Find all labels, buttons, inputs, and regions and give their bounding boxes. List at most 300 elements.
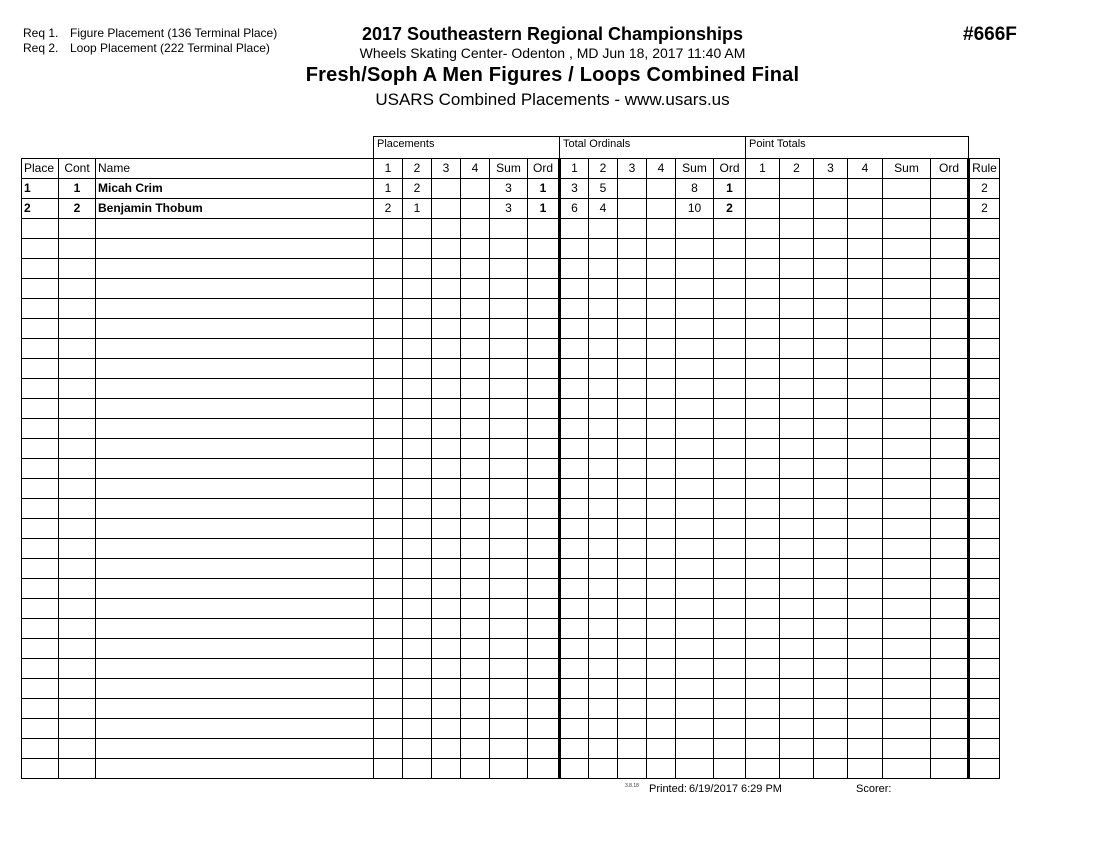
subtitle: USARS Combined Placements - www.usars.us [375,90,730,109]
cell-p4 [461,339,490,359]
cell-name: Benjamin Thobum [96,199,374,219]
cell-tord [714,519,746,539]
empty-row [22,259,1000,279]
cell-psum [490,319,528,339]
cell-q2 [780,399,814,419]
cell-p3 [432,179,461,199]
cell-p1 [374,559,403,579]
cell-pord [528,699,560,719]
empty-row [22,239,1000,259]
cell-psum [490,239,528,259]
cell-qord [931,659,969,679]
cell-t2 [589,279,618,299]
cell-t1 [560,719,589,739]
cell-t3 [618,679,647,699]
cell-pord [528,399,560,419]
cell-q1 [746,699,780,719]
cell-t3 [618,699,647,719]
cell-tord [714,239,746,259]
cell-t4 [647,499,676,519]
cell-t1 [560,539,589,559]
cell-q4 [848,719,883,739]
cell-t1 [560,519,589,539]
cell-rule [969,319,1000,339]
cell-pord [528,679,560,699]
cell-tord [714,319,746,339]
cell-t1 [560,659,589,679]
cell-t3 [618,759,647,779]
cell-name [96,399,374,419]
cell-cont [59,759,96,779]
cell-cont [59,359,96,379]
cell-cont [59,399,96,419]
column-header-row [22,159,1000,179]
cell-name [96,259,374,279]
cell-q3 [814,259,848,279]
cell-tord [714,619,746,639]
cell-t2 [589,239,618,259]
cell-cont [59,679,96,699]
cell-place [22,459,59,479]
cell-qord [931,359,969,379]
cell-qord [931,539,969,559]
cell-qsum [883,219,931,239]
cell-p2 [403,559,432,579]
event-code: #666F [963,24,1017,45]
cell-p4 [461,239,490,259]
cell-psum [490,699,528,719]
cell-qord [931,219,969,239]
cell-p1 [374,599,403,619]
cell-q4 [848,179,883,199]
cell-psum [490,219,528,239]
cell-cont [59,579,96,599]
cell-qord [931,439,969,459]
cell-cont [59,619,96,639]
cell-q2 [780,679,814,699]
cell-t1 [560,359,589,379]
cell-qsum [883,679,931,699]
cell-p4 [461,279,490,299]
cell-psum [490,659,528,679]
cell-tsum [676,459,714,479]
column-header: 2 [589,159,618,179]
cell-t1 [560,279,589,299]
cell-q4 [848,299,883,319]
column-header: 3 [432,159,461,179]
cell-cont [59,459,96,479]
cell-name [96,739,374,759]
cell-place [22,619,59,639]
cell-q2 [780,719,814,739]
column-header: Place [22,159,59,179]
cell-tord [714,419,746,439]
cell-q3 [814,279,848,299]
empty-row [22,419,1000,439]
cell-q4 [848,579,883,599]
cell-p3 [432,339,461,359]
cell-q4 [848,759,883,779]
cell-tord [714,479,746,499]
cell-tord [714,639,746,659]
cell-rule [969,519,1000,539]
cell-rule [969,259,1000,279]
cell-q2 [780,219,814,239]
cell-q2 [780,619,814,639]
cell-t1 [560,559,589,579]
cell-q3 [814,659,848,679]
column-header: 1 [560,159,589,179]
cell-place [22,559,59,579]
cell-t1 [560,439,589,459]
cell-pord: 1 [528,179,560,199]
cell-q3 [814,759,848,779]
cell-qsum [883,359,931,379]
empty-row [22,559,1000,579]
cell-t2 [589,659,618,679]
cell-t1 [560,319,589,339]
cell-t2 [589,579,618,599]
cell-t2 [589,339,618,359]
cell-qord [931,459,969,479]
cell-cont [59,539,96,559]
cell-t3 [618,259,647,279]
cell-q3 [814,379,848,399]
empty-row [22,579,1000,599]
cell-pord [528,319,560,339]
cell-psum [490,279,528,299]
cell-p1 [374,239,403,259]
cell-q4 [848,419,883,439]
cell-q2 [780,739,814,759]
cell-pord [528,379,560,399]
cell-qsum [883,559,931,579]
cell-place [22,719,59,739]
cell-name [96,319,374,339]
cell-t1 [560,599,589,619]
cell-p2 [403,699,432,719]
cell-tsum [676,239,714,259]
cell-psum [490,759,528,779]
cell-q1 [746,579,780,599]
cell-rule [969,699,1000,719]
cell-tord [714,299,746,319]
cell-t3 [618,599,647,619]
cell-rule [969,599,1000,619]
cell-q3 [814,719,848,739]
empty-row [22,339,1000,359]
cell-tord [714,339,746,359]
group-placements: Placements [374,137,560,159]
cell-t1 [560,679,589,699]
cell-t4 [647,219,676,239]
cell-p2 [403,659,432,679]
cell-qord [931,759,969,779]
cell-rule [969,679,1000,699]
column-header: 2 [403,159,432,179]
cell-p3 [432,519,461,539]
cell-p1: 1 [374,179,403,199]
cell-t3 [618,239,647,259]
empty-row [22,719,1000,739]
cell-psum [490,479,528,499]
cell-tord [714,579,746,599]
cell-tsum [676,759,714,779]
cell-q1 [746,619,780,639]
cell-q3 [814,559,848,579]
cell-q4 [848,539,883,559]
cell-p2 [403,719,432,739]
cell-q1 [746,399,780,419]
empty-row [22,499,1000,519]
cell-psum [490,719,528,739]
cell-t2: 5 [589,179,618,199]
cell-q3 [814,219,848,239]
cell-q2 [780,499,814,519]
cell-t1 [560,479,589,499]
cell-tsum: 8 [676,179,714,199]
cell-cont [59,259,96,279]
cell-tord [714,559,746,579]
cell-t2 [589,219,618,239]
cell-cont [59,559,96,579]
cell-place [22,539,59,559]
cell-psum [490,619,528,639]
column-header: Name [96,159,374,179]
cell-place [22,359,59,379]
cell-tsum [676,219,714,239]
cell-q2 [780,319,814,339]
cell-tsum [676,739,714,759]
cell-pord [528,499,560,519]
cell-psum [490,539,528,559]
cell-t2 [589,719,618,739]
event-title: Fresh/Soph A Men Figures / Loops Combined Final [305,64,800,86]
cell-cont [59,299,96,319]
cell-p2 [403,439,432,459]
cell-qord [931,279,969,299]
cell-p3 [432,719,461,739]
cell-tord [714,399,746,419]
cell-t4 [647,379,676,399]
cell-t3 [618,479,647,499]
cell-tsum [676,479,714,499]
cell-tsum [676,259,714,279]
cell-p1 [374,759,403,779]
cell-p3 [432,499,461,519]
cell-q1 [746,679,780,699]
cell-place [22,439,59,459]
cell-p2 [403,379,432,399]
cell-name: Micah Crim [96,179,374,199]
cell-qord [931,339,969,359]
cell-tord [714,739,746,759]
cell-t4 [647,539,676,559]
cell-q3 [814,179,848,199]
cell-t4 [647,519,676,539]
cell-qsum [883,479,931,499]
cell-t2 [589,619,618,639]
cell-pord [528,279,560,299]
cell-t2 [589,419,618,439]
cell-rule [969,639,1000,659]
cell-p4 [461,479,490,499]
cell-tord [714,539,746,559]
cell-name [96,459,374,479]
cell-qord [931,199,969,219]
cell-tsum: 10 [676,199,714,219]
cell-tsum [676,419,714,439]
cell-qord [931,399,969,419]
cell-q4 [848,519,883,539]
cell-p2 [403,359,432,379]
cell-q2 [780,259,814,279]
cell-tsum [676,439,714,459]
empty-row [22,399,1000,419]
empty-row [22,699,1000,719]
cell-p2 [403,479,432,499]
cell-p4 [461,519,490,539]
cell-pord [528,599,560,619]
cell-pord [528,519,560,539]
cell-psum [490,499,528,519]
cell-psum: 3 [490,179,528,199]
cell-q2 [780,459,814,479]
cell-place [22,339,59,359]
cell-q4 [848,679,883,699]
cell-p2: 1 [403,199,432,219]
cell-q2 [780,759,814,779]
group-total-ordinals: Total Ordinals [560,137,746,159]
cell-p2 [403,499,432,519]
result-row [22,199,1000,219]
cell-rule [969,459,1000,479]
cell-t4 [647,739,676,759]
cell-q2 [780,179,814,199]
cell-q1 [746,739,780,759]
cell-cont [59,239,96,259]
cell-p2 [403,599,432,619]
cell-p3 [432,759,461,779]
cell-rule [969,759,1000,779]
cell-p4 [461,759,490,779]
cell-place [22,379,59,399]
cell-p3 [432,459,461,479]
cell-pord [528,239,560,259]
cell-p1 [374,419,403,439]
cell-qord [931,619,969,639]
cell-q3 [814,439,848,459]
cell-psum [490,359,528,379]
cell-place [22,599,59,619]
cell-tsum [676,379,714,399]
cell-qord [931,299,969,319]
empty-row [22,279,1000,299]
cell-t4 [647,639,676,659]
cell-q3 [814,539,848,559]
cell-p4 [461,739,490,759]
cell-p2 [403,219,432,239]
cell-t3 [618,619,647,639]
cell-name [96,639,374,659]
empty-row [22,459,1000,479]
cell-pord [528,659,560,679]
cell-q4 [848,319,883,339]
cell-qsum [883,719,931,739]
cell-rule [969,419,1000,439]
cell-t3 [618,199,647,219]
cell-name [96,699,374,719]
cell-q1 [746,199,780,219]
empty-row [22,359,1000,379]
cell-p1 [374,339,403,359]
cell-t1 [560,639,589,659]
cell-tord [714,699,746,719]
cell-q2 [780,439,814,459]
cell-p2 [403,539,432,559]
cell-q2 [780,419,814,439]
cell-q3 [814,339,848,359]
cell-pord [528,479,560,499]
cell-rule [969,619,1000,639]
cell-tsum [676,719,714,739]
cell-name [96,299,374,319]
cell-p4 [461,619,490,639]
cell-place [22,259,59,279]
cell-p4 [461,679,490,699]
cell-p2 [403,299,432,319]
cell-qsum [883,299,931,319]
cell-q4 [848,479,883,499]
column-header: 1 [374,159,403,179]
cell-name [96,599,374,619]
cell-cont [59,599,96,619]
cell-p3 [432,279,461,299]
cell-q1 [746,659,780,679]
cell-t1 [560,459,589,479]
cell-t3 [618,719,647,739]
cell-q3 [814,579,848,599]
cell-q1 [746,219,780,239]
column-header: 1 [746,159,780,179]
cell-p4 [461,199,490,219]
cell-qord [931,499,969,519]
cell-pord [528,759,560,779]
cell-q2 [780,559,814,579]
cell-p4 [461,359,490,379]
cell-p4 [461,719,490,739]
cell-t4 [647,299,676,319]
cell-tsum [676,359,714,379]
cell-t3 [618,499,647,519]
cell-tord [714,659,746,679]
cell-name [96,239,374,259]
cell-name [96,759,374,779]
cell-p4 [461,179,490,199]
cell-qord [931,379,969,399]
cell-t3 [618,279,647,299]
cell-q4 [848,199,883,219]
cell-psum [490,639,528,659]
cell-place: 2 [22,199,59,219]
cell-t1 [560,299,589,319]
cell-psum [490,679,528,699]
cell-p4 [461,559,490,579]
cell-t1 [560,379,589,399]
cell-rule [969,479,1000,499]
cell-p2 [403,759,432,779]
cell-pord: 1 [528,199,560,219]
